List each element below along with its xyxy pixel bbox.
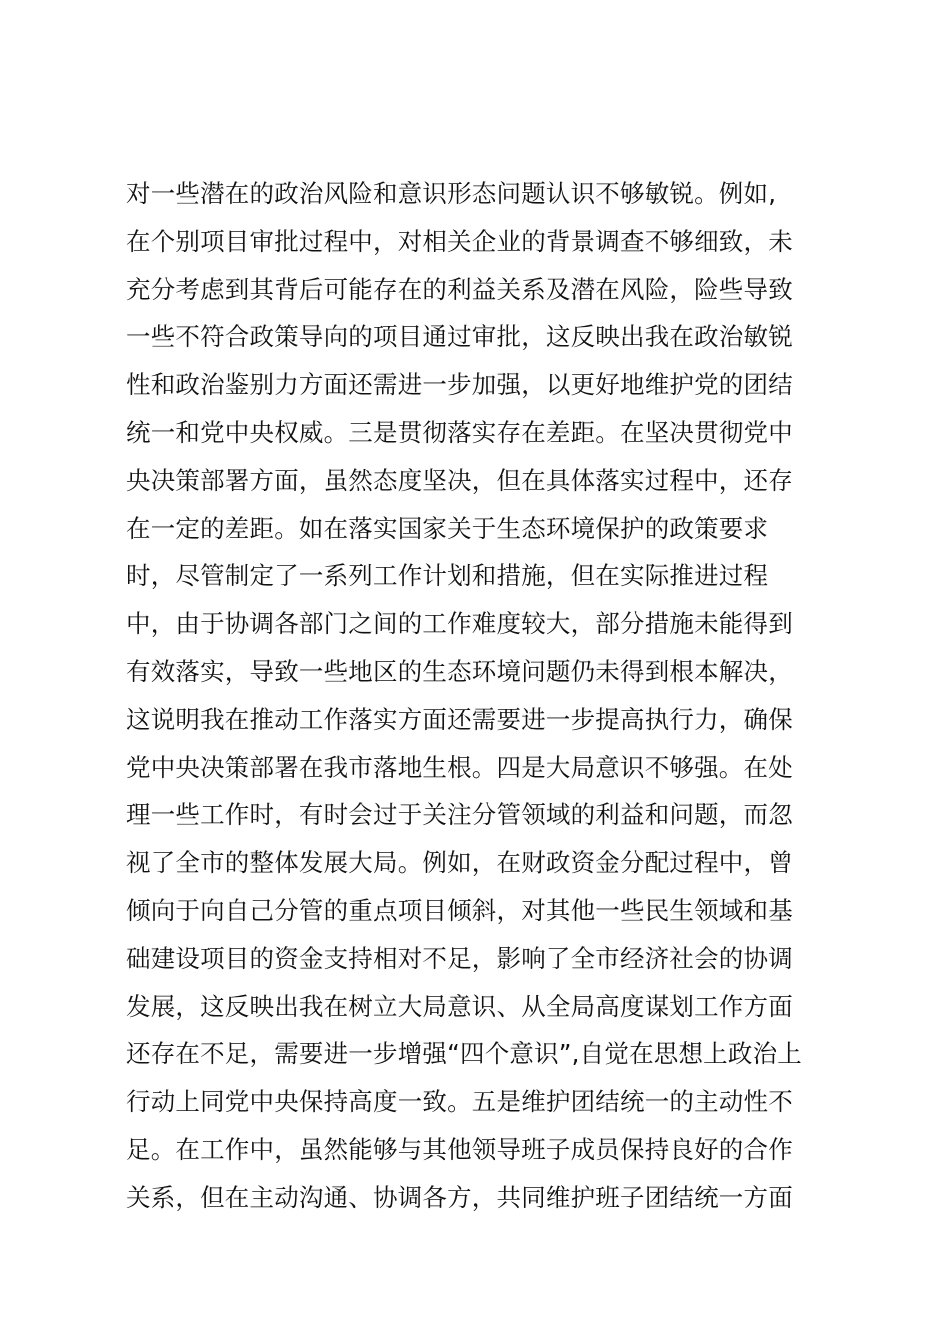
text-line: 在个别项目审批过程中，对相关企业的背景调查不够细致，未 [126, 226, 793, 256]
text-line: 对一些潜在的政治风险和意识形态问题认识不够敏锐。例如, [126, 179, 777, 208]
text-line: 足。在工作中，虽然能够与其他领导班子成员保持良好的合作 [126, 1134, 793, 1164]
text-line: 央决策部署方面，虽然态度坚决，但在具体落实过程中，还存 [126, 465, 793, 495]
text-line: 还存在不足，需要进一步增强“四个意识”,自觉在思想上政治上 [126, 1039, 802, 1069]
text-line: 础建设项目的资金支持相对不足，影响了全市经济社会的协调 [126, 943, 793, 973]
text-line: 关系，但在主动沟通、协调各方，共同维护班子团结统一方面 [126, 1182, 793, 1212]
text-line: 一些不符合政策导向的项目通过审批，这反映出我在政治敏锐 [126, 322, 793, 352]
text-line: 这说明我在推动工作落实方面还需要进一步提高执行力，确保 [126, 704, 793, 734]
text-line: 倾向于向自己分管的重点项目倾斜，对其他一些民生领域和基 [126, 895, 793, 925]
text-line: 时，尽管制定了一系列工作计划和措施，但在实际推进过程 [126, 561, 769, 591]
text-line: 统一和党中央权威。三是贯彻落实存在差距。在坚决贯彻党中 [126, 417, 793, 447]
text-line: 发展，这反映出我在树立大局意识、从全局高度谋划工作方面 [126, 991, 793, 1021]
text-line: 性和政治鉴别力方面还需进一步加强，以更好地维护党的团结 [126, 370, 793, 400]
text-line: 理一些工作时，有时会过于关注分管领域的利益和问题，而忽 [126, 800, 793, 830]
text-line: 党中央决策部署在我市落地生根。四是大局意识不够强。在处 [126, 752, 793, 782]
body-text [126, 170, 846, 1222]
text-line: 在一定的差距。如在落实国家关于生态环境保护的政策要求 [126, 513, 769, 543]
text-line: 有效落实，导致一些地区的生态环境问题仍未得到根本解决， [126, 656, 793, 686]
text-line: 中，由于协调各部门之间的工作难度较大，部分措施未能得到 [126, 609, 793, 639]
text-line: 充分考虑到其背后可能存在的利益关系及潜在风险，险些导致 [126, 274, 793, 304]
text-line: 行动上同党中央保持高度一致。五是维护团结统一的主动性不 [126, 1087, 793, 1117]
text-line: 视了全市的整体发展大局。例如，在财政资金分配过程中，曾 [126, 848, 793, 878]
